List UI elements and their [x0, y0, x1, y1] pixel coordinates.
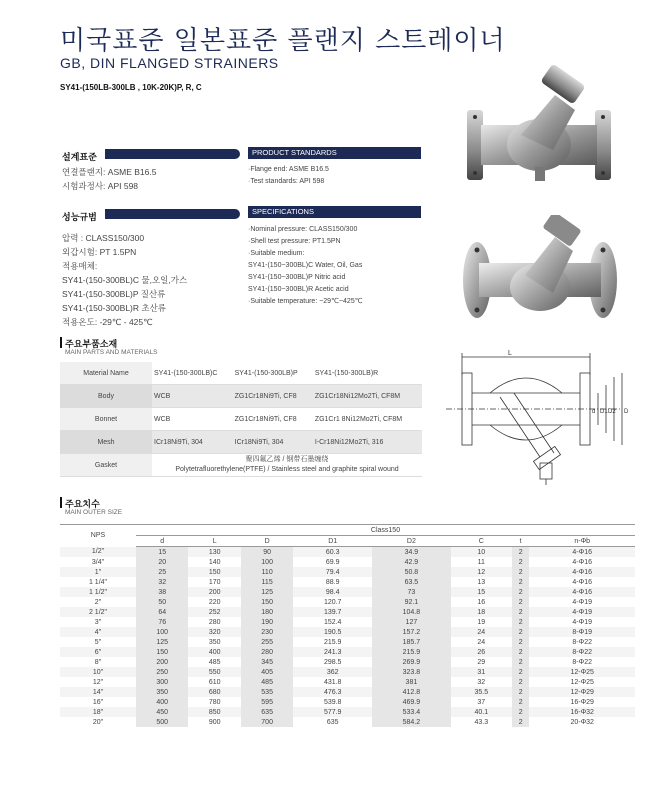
table-cell: 635: [241, 707, 293, 717]
design-eng-line: ·Flange end: ASME B16.5: [248, 166, 329, 173]
dimensions-header-marker: [60, 497, 62, 508]
table-cell: 24: [451, 627, 512, 637]
table-cell: 362: [293, 667, 372, 677]
perf-kor-header: 성능규범: [62, 212, 97, 222]
table-cell: 50: [136, 597, 188, 607]
table-cell: [152, 454, 422, 477]
nps-cell: 14": [60, 687, 136, 697]
table-cell: 485: [241, 677, 293, 687]
table-cell: 900: [208, 718, 221, 726]
table-cell: 2: [512, 707, 530, 717]
table-cell: 115: [241, 577, 293, 587]
perf-eng-line: SY41-(150~300BL)P Nitric acid: [248, 274, 346, 281]
table-cell: 345: [241, 657, 293, 667]
table-cell: 92.1: [372, 597, 451, 607]
table-cell: 150: [188, 567, 240, 577]
table-cell: 300: [136, 677, 188, 687]
dimensions-eng-header: MAIN OUTER SIZE: [65, 509, 123, 516]
table-cell: 2: [512, 687, 530, 697]
table-cell: 185.7: [372, 637, 451, 647]
table-cell: 405: [241, 667, 293, 677]
perf-kor-line: 적용온도: -29℃ - 425℃: [62, 317, 153, 327]
table-cell: 38: [136, 587, 188, 597]
table-cell: 4-Φ16: [572, 578, 593, 586]
perf-kor-line: 압력 : CLASS150/300: [62, 233, 145, 243]
table-cell: 500: [136, 717, 188, 727]
perf-eng-lines: [248, 224, 363, 308]
table-cell: 2: [512, 637, 530, 647]
table-cell: 127: [372, 617, 451, 627]
table-cell: ICr18Ni9Ti, 304: [233, 431, 313, 454]
table-cell: 100: [241, 557, 293, 567]
perf-eng-header: SPECIFICATIONS: [248, 206, 421, 218]
table-cell: 539.8: [323, 698, 342, 706]
table-cell: 320: [188, 627, 240, 637]
table-cell: 280: [208, 618, 221, 626]
table-cell: 170: [208, 578, 221, 586]
table-cell: 73: [372, 587, 451, 597]
table-cell: 90: [241, 547, 293, 558]
table-header-cell: D: [241, 536, 293, 547]
table-cell: 60.3: [293, 547, 372, 558]
table-cell: 11: [477, 558, 485, 566]
perf-eng-line: ·Suitable medium:: [248, 250, 305, 257]
table-row: [60, 647, 635, 657]
gasket-line: Polytetrafluorethylene(PTFE) / Stainless steel and graphite spiral wound: [175, 466, 399, 473]
table-row: [60, 385, 422, 408]
table-header-cell: t: [512, 536, 530, 547]
table-header-cell: D2: [372, 536, 451, 547]
nps-cell: 16": [92, 698, 104, 706]
table-cell: 12-Φ25: [570, 678, 594, 686]
table-cell: 79.4: [293, 567, 372, 577]
table-cell: 700: [241, 717, 293, 727]
dimensions-table-body: [60, 547, 635, 728]
design-eng-line: ·Test standards: API 598: [248, 178, 325, 185]
dim-label-D: D: [624, 409, 629, 415]
table-cell: 64: [136, 607, 188, 617]
table-cell: 13: [477, 578, 486, 586]
table-cell: 323.8: [372, 667, 451, 677]
table-cell: 69.9: [325, 558, 340, 566]
design-kor-line: 시험과정사: API 598: [62, 181, 139, 191]
table-cell: 269.9: [372, 657, 451, 667]
table-cell: Gasket: [60, 454, 152, 477]
table-cell: 230: [241, 627, 293, 637]
table-cell: 32: [477, 678, 486, 686]
table-cell: 20-Φ32: [570, 718, 594, 726]
dimensions-table: [60, 524, 635, 727]
table-cell: 535: [241, 687, 293, 697]
table-cell: 12: [451, 567, 512, 577]
table-row: [60, 697, 635, 707]
nps-cell: 5": [94, 638, 102, 646]
table-cell: 88.9: [325, 578, 340, 586]
table-cell: 139.7: [293, 607, 372, 617]
design-kor-line: 연결플랜지: ASME B16.5: [62, 167, 157, 177]
table-cell: 2: [512, 627, 530, 637]
table-cell: 215.9: [323, 638, 342, 646]
table-cell: 152.4: [323, 618, 342, 626]
table-cell: 8-Φ22: [572, 658, 593, 666]
table-cell: 533.4: [372, 707, 451, 717]
table-row: [60, 431, 422, 454]
table-cell: 400: [136, 697, 188, 707]
table-cell: 104.8: [372, 607, 451, 617]
table-cell: 550: [188, 667, 240, 677]
table-cell: 400: [188, 647, 240, 657]
table-cell: 4-Φ19: [572, 598, 593, 606]
table-cell: 4-Φ16: [529, 567, 635, 577]
table-cell: 469.9: [372, 697, 451, 707]
table-row: [60, 362, 422, 385]
perf-kor-line: 적용매체:: [62, 261, 98, 271]
table-cell: 4-Φ19: [572, 618, 593, 626]
table-cell: 2: [512, 577, 530, 587]
table-cell: 35.5: [451, 687, 512, 697]
table-cell: 850: [188, 707, 240, 717]
table-cell: 150: [241, 597, 293, 607]
table-cell: WCB: [152, 385, 233, 408]
nps-cell: 20": [92, 718, 104, 726]
nps-cell: 4": [60, 627, 136, 637]
table-cell: 2: [512, 617, 530, 627]
table-cell: 40.1: [451, 707, 512, 717]
dim-label-D1: D1: [600, 409, 608, 415]
table-cell: 2: [512, 657, 530, 667]
table-cell: 16-Φ29: [570, 698, 594, 706]
table-cell: 595: [241, 697, 293, 707]
table-cell: Mesh: [60, 431, 152, 454]
table-header-cell: L: [188, 536, 240, 547]
table-cell: Body: [60, 385, 152, 408]
perf-eng-line: ·Suitable temperature: ~29℃~425℃: [248, 298, 363, 305]
table-cell: ZG1Cr18Ni12Mo2Ti, CF8M: [313, 385, 422, 408]
table-cell: 680: [188, 687, 240, 697]
table-row: [60, 408, 422, 431]
table-cell: Bonnet: [60, 408, 152, 431]
table-cell: 2: [512, 557, 530, 567]
table-cell: 43.3: [474, 718, 489, 726]
table-cell: 12-Φ29: [529, 687, 635, 697]
table-row: [60, 577, 635, 587]
table-cell: 2: [512, 677, 530, 687]
table-cell: 150: [136, 647, 188, 657]
perf-kor-line: 외갑시험: PT 1.5PN: [62, 247, 137, 257]
table-cell: 120.7: [323, 598, 342, 606]
table-cell: 24: [477, 638, 486, 646]
table-cell: 584.2: [372, 717, 451, 727]
table-row: [60, 547, 635, 558]
table-cell: 25: [136, 567, 188, 577]
table-cell: 485: [208, 658, 221, 666]
table-cell: 130: [188, 547, 240, 558]
table-cell: 200: [188, 587, 240, 597]
table-cell: 140: [208, 558, 221, 566]
page-subtitle: GB, DIN FLANGED STRAINERS: [60, 55, 279, 71]
table-cell: 157.2: [372, 627, 451, 637]
table-cell: 241.3: [293, 647, 372, 657]
design-header-bar: [105, 149, 240, 159]
table-cell: 20: [136, 557, 188, 567]
table-header-cell: SY41-(150-300LB)R: [313, 362, 422, 385]
table-cell: 252: [188, 607, 240, 617]
table-cell: 381: [372, 677, 451, 687]
table-row: [60, 607, 635, 617]
nps-cell: 1 1/4": [88, 578, 108, 586]
table-cell: 215.9: [372, 647, 451, 657]
table-row: [60, 597, 635, 607]
table-cell: 2: [512, 547, 530, 558]
perf-kor-line: SY41-(150-300BL)C 물,오일,가스: [62, 275, 188, 285]
table-cell: 2: [512, 567, 530, 577]
table-cell: 350: [136, 687, 188, 697]
strainer-photo-top: [455, 55, 625, 195]
nps-cell: 2": [94, 598, 102, 606]
table-header-cell: Material Name: [60, 362, 152, 385]
perf-kor-line: SY41-(150-300BL)R 초산류: [62, 303, 167, 313]
table-cell: 125: [136, 637, 188, 647]
perf-eng-line: ·Shell test pressure: PT1.5PN: [248, 238, 341, 245]
table-row: [60, 454, 422, 477]
table-cell: 15: [136, 547, 188, 558]
nps-cell: 1/2": [60, 547, 136, 558]
table-cell: 4-Φ19: [529, 607, 635, 617]
table-cell: 200: [136, 657, 188, 667]
table-cell: 2: [512, 647, 530, 657]
table-row: [60, 557, 635, 567]
dimensions-kor-header: 주요치수: [65, 499, 100, 509]
table-cell: 8-Φ19: [529, 627, 635, 637]
table-cell: 280: [241, 647, 293, 657]
table-cell: 450: [136, 707, 188, 717]
table-cell: 26: [451, 647, 512, 657]
table-cell: 4-Φ16: [572, 558, 593, 566]
table-cell: 635: [326, 718, 339, 726]
table-cell: 29: [477, 658, 486, 666]
table-cell: 190: [241, 617, 293, 627]
table-cell: 50.8: [372, 567, 451, 577]
materials-table: [60, 362, 422, 477]
table-header-cell: SY41-(150-300LB)P: [233, 362, 313, 385]
table-header-cell: C: [451, 536, 512, 547]
materials-header-marker: [60, 337, 62, 348]
table-cell: 4-Φ16: [529, 587, 635, 597]
table-row: [60, 617, 635, 627]
table-cell: 18: [451, 607, 512, 617]
table-row: [60, 687, 635, 697]
table-cell: 63.5: [372, 577, 451, 587]
table-cell: 2: [512, 597, 530, 607]
model-number: SY41-(150LB-300LB , 10K-20K)P, R, C: [60, 83, 202, 92]
perf-kor-lines: [62, 231, 187, 329]
nps-cell: 1": [60, 567, 136, 577]
table-cell: 42.9: [372, 557, 451, 567]
nps-cell: 1 1/2": [60, 587, 136, 597]
table-cell: 476.3: [293, 687, 372, 697]
perf-header-bar: [105, 209, 240, 219]
table-header-cell: SY41-(150-300LB)C: [152, 362, 233, 385]
table-cell: 2: [512, 587, 530, 597]
table-row: [60, 587, 635, 597]
table-row: [60, 717, 635, 727]
table-row: [60, 677, 635, 687]
table-cell: 255: [241, 637, 293, 647]
table-cell: 31: [451, 667, 512, 677]
strainer-photo-bottom: [455, 215, 625, 330]
design-kor-header: 설계표준: [62, 152, 97, 162]
table-cell: 431.8: [323, 678, 342, 686]
table-cell: I-Cr18Ni12Mo2Ti, 316: [313, 431, 422, 454]
gasket-line: 聚四氟乙烯 / 钢带石墨缠绕: [245, 456, 329, 463]
table-row: [60, 627, 635, 637]
design-eng-header: PRODUCT STANDARDS: [248, 147, 421, 159]
table-cell: 100: [136, 627, 188, 637]
nps-cell: 3": [94, 618, 102, 626]
perf-eng-line: SY41-(150~300BL)C Water, Oil, Gas: [248, 262, 363, 269]
table-cell: 412.8: [372, 687, 451, 697]
table-cell: 34.9: [372, 547, 451, 558]
table-cell: 16: [477, 598, 486, 606]
table-cell: 780: [208, 698, 221, 706]
table-cell: 610: [208, 678, 221, 686]
table-cell: 32: [136, 577, 188, 587]
table-cell: 125: [241, 587, 293, 597]
dim-label-L: L: [508, 350, 512, 357]
page-title: 미국표준 일본표준 플랜지 스트레이너: [60, 26, 506, 56]
perf-eng-line: SY41-(150~300BL)R Acetic acid: [248, 286, 349, 293]
nps-cell: 2 1/2": [60, 607, 136, 617]
nps-cell: 12": [92, 678, 104, 686]
table-row: [60, 637, 635, 647]
table-cell: 98.4: [293, 587, 372, 597]
table-cell: 19: [477, 618, 486, 626]
table-cell: 298.5: [323, 658, 342, 666]
table-cell: ZG1Cr18Ni9Ti, CF8: [233, 408, 313, 431]
table-row: [60, 525, 635, 536]
table-header-cell: d: [136, 536, 188, 547]
table-cell: 4-Φ16: [529, 547, 635, 558]
table-cell: 577.9: [293, 707, 372, 717]
table-row: [60, 567, 635, 577]
perf-kor-line: SY41-(150-300BL)P 질산류: [62, 289, 166, 299]
table-row: [60, 657, 635, 667]
dim-label-D2: D2: [608, 409, 616, 415]
table-row: [60, 707, 635, 717]
table-cell: WCB: [152, 408, 233, 431]
table-cell: 2: [512, 607, 530, 617]
table-header-cell: Class150: [136, 525, 635, 536]
dim-label-d: d: [592, 409, 596, 415]
materials-kor-header: 주요부품소재: [65, 339, 118, 349]
table-row: [60, 536, 635, 547]
nps-cell: 3/4": [91, 558, 105, 566]
table-cell: 10: [451, 547, 512, 558]
table-cell: 2: [512, 697, 530, 707]
table-cell: 180: [241, 607, 293, 617]
table-cell: 190.5: [293, 627, 372, 637]
table-header-cell: n-Φb: [529, 536, 635, 547]
table-cell: 16-Φ32: [529, 707, 635, 717]
table-row: [60, 667, 635, 677]
table-cell: 76: [136, 617, 188, 627]
table-cell: 2: [512, 717, 530, 727]
table-cell: ZG1Cr1 8Ni12Mo2Ti, CF8M: [313, 408, 422, 431]
table-header-cell: D1: [293, 536, 372, 547]
table-cell: 250: [136, 667, 188, 677]
table-cell: 15: [451, 587, 512, 597]
table-cell: 8-Φ22: [529, 647, 635, 657]
nps-cell: 18": [60, 707, 136, 717]
nps-cell: 6": [60, 647, 136, 657]
materials-eng-header: MAIN PARTS AND MATERIALS: [65, 349, 158, 356]
table-cell: 350: [208, 638, 221, 646]
perf-eng-line: ·Nominal pressure: CLASS150/300: [248, 226, 358, 233]
table-cell: 8-Φ22: [572, 638, 593, 646]
table-cell: ICr18Ni9Ti, 304: [152, 431, 233, 454]
table-cell: 12-Φ25: [529, 667, 635, 677]
table-cell: 110: [241, 567, 293, 577]
nps-cell: 8": [94, 658, 102, 666]
table-cell: 220: [208, 598, 221, 606]
table-cell: ZG1Cr18Ni9Ti, CF8: [233, 385, 313, 408]
strainer-technical-drawing: [440, 345, 635, 495]
table-cell: 37: [477, 698, 486, 706]
table-cell: 2: [512, 667, 530, 677]
table-header-cell: NPS: [60, 525, 136, 547]
nps-cell: 10": [60, 667, 136, 677]
